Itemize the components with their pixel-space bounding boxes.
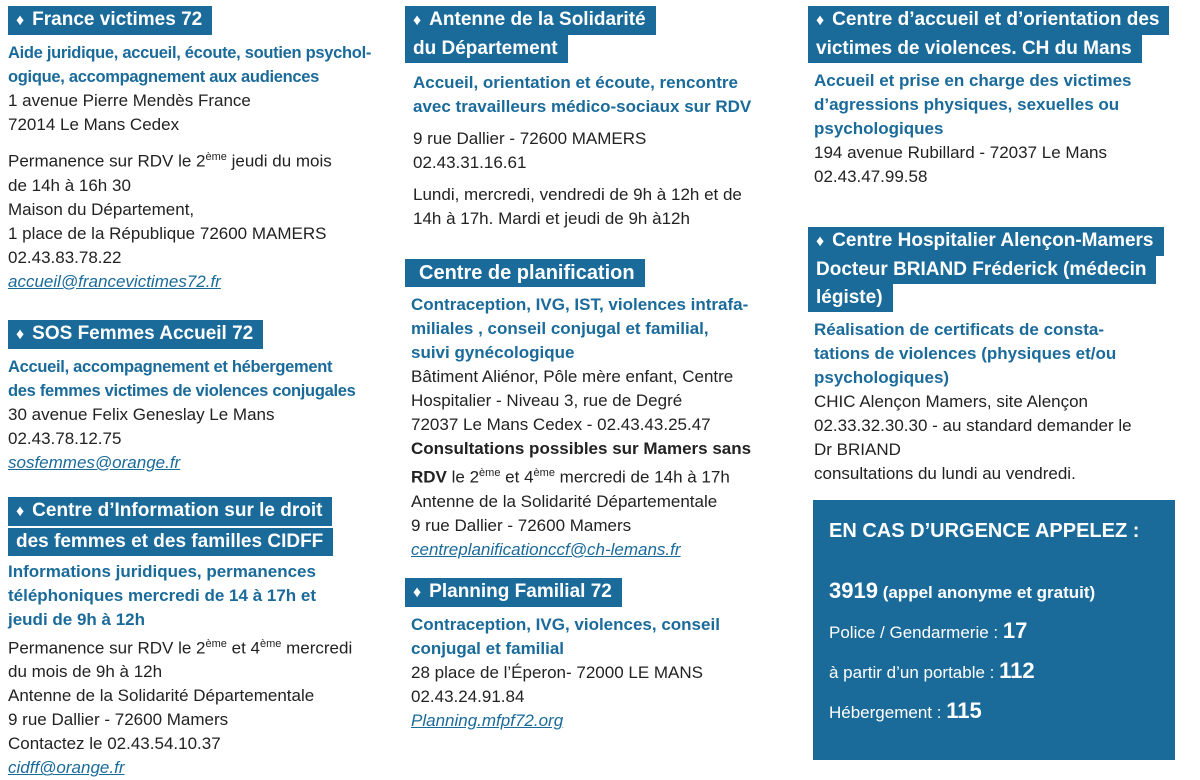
section-ch-mans — [808, 6, 1193, 189]
emergency-3919 — [829, 578, 1095, 604]
subtitle-line: suivi gynécologique — [411, 343, 575, 362]
address — [8, 89, 388, 137]
subtitle-line: Contraception, IVG, IST, violences intrafa- — [411, 295, 749, 314]
subtitle-line: Contraception, IVG, violences, conseil — [411, 614, 720, 634]
info-line: de 14h à 16h 30 — [8, 175, 131, 195]
emergency-title: EN CAS D’URGENCE APPELEZ : — [829, 520, 1140, 542]
phone: 02.43.24.91.84 — [411, 686, 525, 706]
subtitle-line: Accueil, accompagnement et hébergement — [8, 357, 333, 376]
section-title-2 — [405, 35, 568, 63]
phone-number: 17 — [1002, 618, 1028, 643]
text: mercredi — [281, 638, 353, 658]
phone: 02.43.47.99.58 — [814, 167, 928, 186]
address-line: 194 avenue Rubillard - 72037 Le Mans — [814, 143, 1107, 162]
column-1 — [8, 0, 388, 780]
title-text: Docteur BRIAND Fréderick (médecin — [816, 259, 1147, 280]
address-line: 9 rue Dallier - 72600 Mamers — [411, 515, 632, 535]
text: RDV — [411, 467, 447, 487]
emergency-hebergement — [829, 698, 982, 724]
address-line: 1 avenue Pierre Mendès France — [8, 91, 251, 110]
address-line: 72037 Le Mans Cedex - 02.43.43.25.47 — [411, 415, 711, 434]
hours-line: Lundi, mercredi, vendredi de 9h à 12h et de — [413, 185, 742, 204]
section-france-victimes — [8, 6, 388, 294]
subtitle — [405, 613, 790, 661]
emergency-box — [813, 500, 1175, 760]
title-text: France victimes 72 — [32, 9, 203, 30]
label: à partir d’un portable : — [829, 663, 995, 682]
permanence-line — [8, 632, 388, 661]
address-line: CHIC Alençon Mamers, site Alençon — [814, 392, 1089, 411]
subtitle-line: jeudi de 9h à 12h — [8, 609, 145, 629]
title-text: victimes de violences. CH du Mans — [816, 38, 1132, 59]
info — [405, 365, 790, 538]
title-text: SOS Femmes Accueil 72 — [32, 322, 254, 344]
emergency-police — [829, 618, 1027, 644]
hours — [405, 183, 790, 231]
title-text: Antenne de la Solidarité — [429, 9, 646, 30]
section-title — [808, 227, 1164, 256]
diamond-icon: ♦ — [413, 12, 422, 29]
subtitle-line: tations de violences (physiques et/ou — [814, 344, 1117, 363]
label: Police / Gendarmerie : — [829, 623, 999, 642]
subtitle-line: d’agressions physiques, sexuelles ou — [814, 95, 1120, 114]
phone-number: 112 — [999, 658, 1035, 683]
title-text: des femmes et des familles CIDFF — [16, 530, 324, 552]
section-planning-familial — [405, 578, 790, 733]
diamond-icon: ♦ — [16, 502, 25, 520]
subtitle-line: conjugal et familial — [411, 638, 565, 658]
superscript: ème — [259, 637, 282, 650]
subtitle-line: des femmes victimes de violences conjugales — [8, 381, 356, 400]
text: Permanence sur RDV le 2 — [8, 638, 206, 658]
section-planification — [405, 259, 790, 562]
subtitle-line: téléphoniques mercredi de 14 à 17h et — [8, 585, 317, 605]
info-line: Maison du Département, — [8, 199, 195, 219]
superscript: ème — [205, 637, 227, 650]
phone: Contactez le 02.43.54.10.37 — [8, 734, 221, 754]
subtitle-line: miliales , conseil conjugal et familial, — [411, 319, 709, 338]
superscript: ème — [533, 467, 555, 479]
email-link[interactable]: sosfemmes@orange.fr — [8, 452, 181, 472]
address-line: Antenne de la Solidarité Départementale — [411, 491, 718, 511]
address-line: 30 avenue Felix Geneslay Le Mans — [8, 404, 275, 424]
info — [8, 403, 388, 451]
consultation-line-2 — [411, 461, 790, 490]
info-line: Antenne de la Solidarité Départementale — [8, 686, 315, 706]
section-title — [8, 6, 212, 35]
email-link[interactable]: accueil@francevictimes72.fr — [8, 271, 221, 291]
subtitle-line: Aide juridique, accueil, écoute, soutien psychol- — [8, 44, 372, 62]
subtitle — [8, 41, 388, 89]
address-line: 72014 Le Mans Cedex — [8, 115, 180, 134]
superscript: ème — [205, 151, 227, 163]
text: Permanence sur RDV le 2 — [8, 151, 206, 171]
address-line: Bâtiment Aliénor, Pôle mère enfant, Centre — [411, 367, 734, 386]
subtitle-line: ogique, accompagnement aux audiences — [8, 68, 320, 86]
section-title-2 — [808, 256, 1156, 284]
subtitle-line: Réalisation de certificats de consta- — [814, 320, 1105, 339]
phone: 02.43.78.12.75 — [8, 428, 122, 448]
phone-line: 02.33.32.30.30 - au standard demander le — [814, 416, 1132, 435]
emergency-mobile — [829, 658, 1035, 684]
info — [808, 390, 1193, 486]
title-text: Centre d’accueil et d’orientation des — [832, 9, 1160, 30]
consultation-line: Consultations possibles sur Mamers sans — [411, 439, 752, 458]
title-text: Centre de planification — [419, 262, 635, 284]
section-title — [405, 6, 656, 35]
subtitle — [8, 560, 388, 632]
subtitle — [808, 69, 1193, 141]
column-2 — [405, 0, 790, 733]
section-title-3 — [808, 284, 893, 312]
text: jeudi du mois — [226, 151, 332, 171]
section-title — [8, 497, 332, 526]
phone-number: 115 — [946, 698, 982, 723]
info — [405, 127, 790, 175]
title-text: Centre d’Information sur le droit — [32, 499, 323, 521]
title-text: Centre Hospitalier Alençon-Mamers — [832, 230, 1154, 251]
text: et 4 — [500, 467, 534, 487]
section-title — [808, 6, 1169, 35]
info-line: Dr BRIAND — [814, 440, 901, 459]
section-title-2 — [8, 528, 333, 556]
section-title-2 — [808, 35, 1142, 63]
column-3 — [808, 0, 1193, 486]
address-line: 9 rue Dallier - 72600 MAMERS — [413, 129, 647, 148]
section-antenne — [405, 6, 790, 231]
title-text: Planning Familial 72 — [429, 580, 612, 602]
address-line: 28 place de l’Éperon- 72000 LE MANS — [411, 662, 704, 682]
info — [405, 661, 790, 709]
phone-number: 3919 — [829, 578, 878, 603]
email-link[interactable]: centreplanificationccf@ch-lemans.fr — [411, 539, 681, 559]
section-sos-femmes — [8, 320, 388, 475]
info-line: du mois de 9h à 12h — [8, 662, 163, 682]
info-line: 9 rue Dallier - 72600 Mamers — [8, 710, 229, 730]
info-line: consultations du lundi au vendredi. — [814, 464, 1076, 483]
info-line: 1 place de la République 72600 MAMERS — [8, 223, 327, 243]
section-alencon — [808, 227, 1193, 486]
title-text: légiste) — [816, 287, 883, 308]
phone: 02.43.31.16.61 — [413, 153, 527, 172]
diamond-icon: ♦ — [816, 233, 825, 250]
text: mercredi de 14h à 17h — [554, 467, 730, 487]
diamond-icon: ♦ — [816, 12, 825, 29]
diamond-icon: ♦ — [413, 583, 422, 601]
diamond-icon: ♦ — [16, 325, 25, 343]
section-title — [405, 259, 645, 287]
subtitle — [405, 71, 790, 119]
subtitle — [8, 355, 388, 403]
text: le 2 — [446, 467, 480, 487]
phone: 02.43.83.78.22 — [8, 247, 122, 267]
diamond-icon: ♦ — [16, 12, 25, 29]
email-link[interactable]: cidff@orange.fr — [8, 758, 125, 778]
hours-line: 14h à 17h. Mardi et jeudi de 9h à12h — [413, 209, 690, 228]
info — [808, 141, 1193, 189]
address-line: Hospitalier - Niveau 3, rue de Degré — [411, 391, 683, 410]
subtitle-line: Accueil et prise en charge des victimes — [814, 71, 1132, 90]
subtitle — [808, 318, 1193, 390]
subtitle-line: avec travailleurs médico-sociaux sur RDV — [413, 97, 752, 116]
superscript: ème — [479, 467, 501, 479]
label: Hébergement : — [829, 703, 942, 722]
subtitle-line: Accueil, orientation et écoute, rencontre — [413, 73, 738, 92]
website-link[interactable]: Planning.mfpf72.org — [411, 710, 564, 730]
info — [8, 174, 388, 270]
text: et 4 — [226, 638, 260, 658]
subtitle — [405, 293, 790, 365]
section-title — [405, 578, 622, 607]
section-title — [8, 320, 263, 349]
subtitle-line: Informations juridiques, permanences — [8, 561, 316, 581]
label: (appel anonyme et gratuit) — [882, 583, 1096, 602]
subtitle-line: psychologiques — [814, 119, 944, 138]
permanence-line — [8, 145, 388, 174]
info — [8, 660, 388, 756]
section-cidff — [8, 497, 388, 780]
title-text: du Département — [413, 38, 558, 59]
subtitle-line: psychologiques) — [814, 368, 950, 387]
